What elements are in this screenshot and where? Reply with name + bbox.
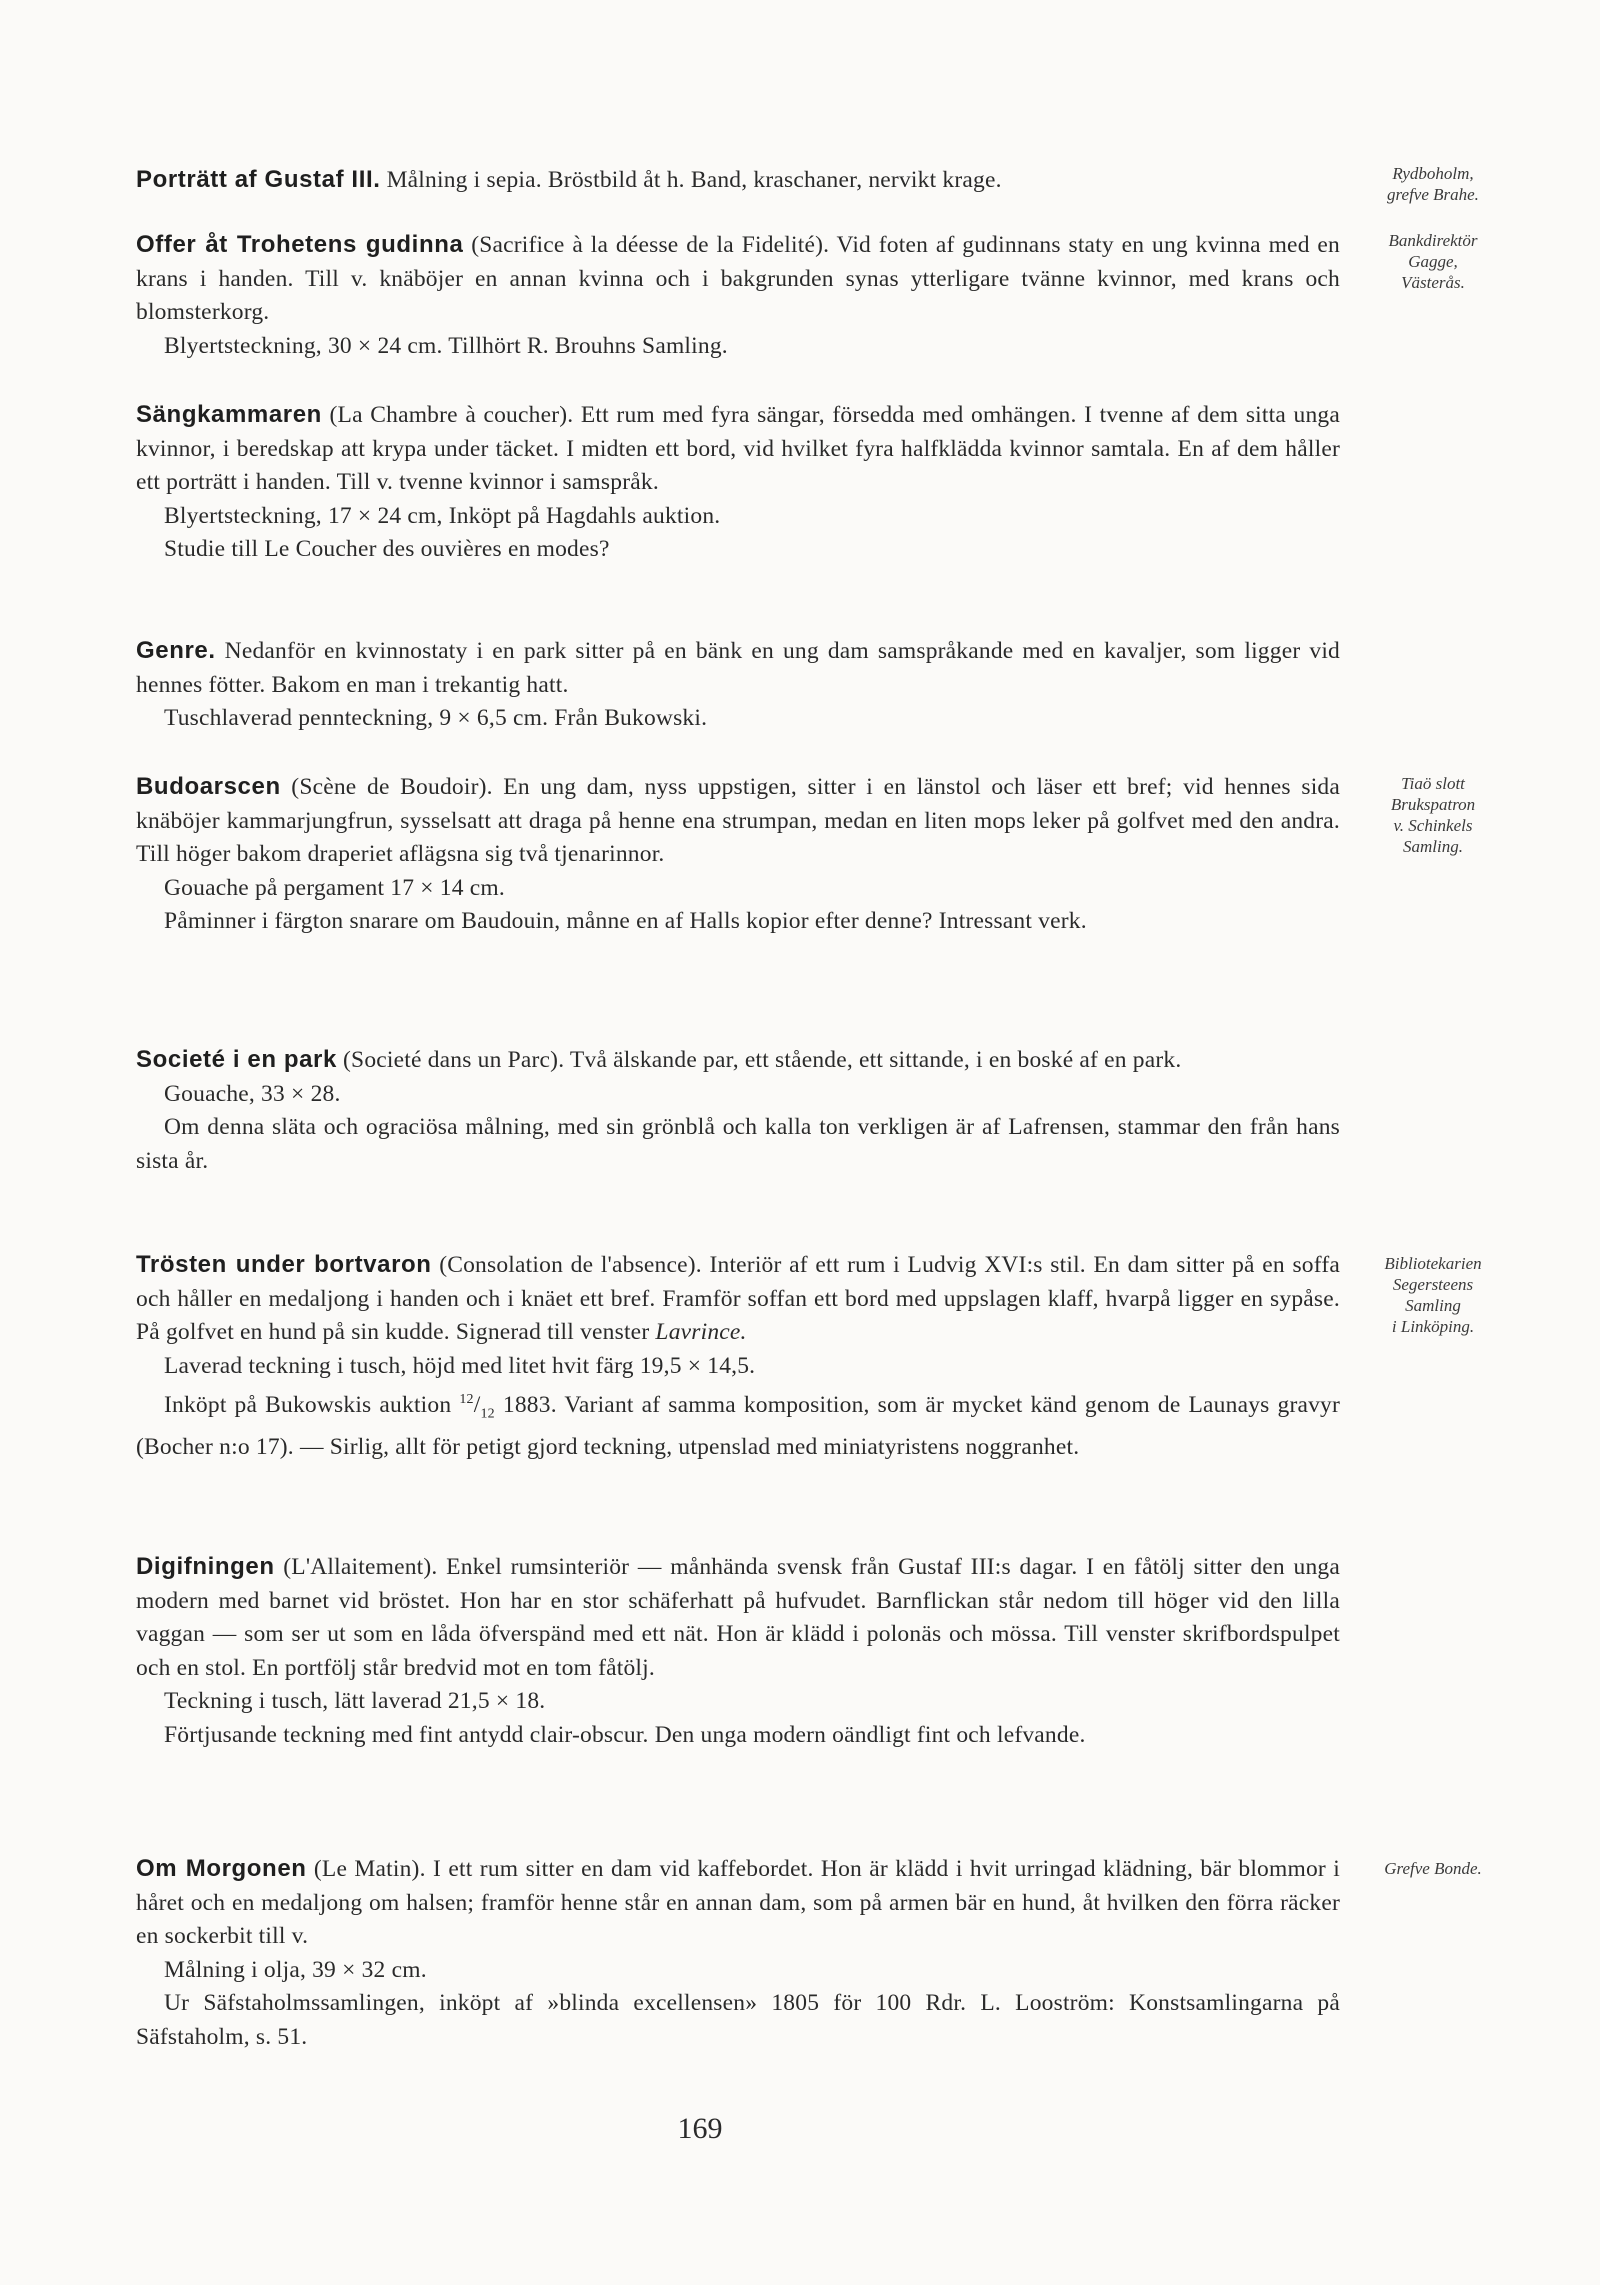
entry-digifningen (136, 1550, 1340, 1752)
entry-text: (L'Allaitement). Enkel rumsinteriör — månhända svensk från Gustaf III:s dagar. I en fåtölj sitter den unga modern med barnet vid bröstet. Hon har en stor schäferhatt på hufvudet. Barnflickan står nedom till höger vid den lilla vaggan — som ser ut som en låda öfverspänd med ett nät. Hon är klädd i polonäs och mössa. Till venster skrifbordspulpet och en stol. En portfölj står bredvid mot en tom fåtölj. (136, 1554, 1341, 1681)
margin-note: Tiaö slott Brukspatron v. Schinkels Samling. (1390, 774, 1476, 856)
entry-om-morgonen (136, 1852, 1340, 2054)
margin-note: Bankdirektör Gagge, Västerås. (1388, 231, 1478, 292)
entry-text: Variant af samma komposition, som är mycket känd genom de Launays gravyr (Bocher n:o 17). — Sirlig, allt för petigt gjord teckning, utpenslad med miniatyristens noggranhet. (136, 1391, 1341, 1461)
date-year: 1883. (502, 1391, 557, 1418)
entry-text: Förtjusande teckning med fint antydd clair-obscur. Den unga modern oändligt fint och lefvande. (164, 1721, 1086, 1748)
margin-note: Bibliotekarien Segersteens Samling i Linköping. (1384, 1254, 1482, 1336)
entry-text: Studie till Le Coucher des ouvières en modes? (164, 536, 610, 562)
margin-note: Grefve Bonde. (1384, 1859, 1482, 1878)
entry-trosten: Trösten under bortvaron (Consolation de l'absence). Interiör af ett rum i Ludvig XVI:s stil. En dam sitter på en soffa och håller en medaljong i handen och i knäet ett bref. Framför soffan ett bord med uppslagen klaff, hvarpå ligger en sypåse. På golfvet en hund på sin kudde. Signerad till venster Lavrince. Laverad teckning i tusch, höjd med litet hvit färg 19,5 × 14,5. Inköpt på Bukowskis auktion $^{12}/_{12}$ 1883. Variant af samma komposition, som är mycket känd genom de Launays gravyr (Bocher n:o 17). — Sirlig, allt för petigt gjord teckning, utpenslad med miniatyristens noggranhet. (136, 1251, 1341, 1461)
entry-title: Sängkammaren (136, 401, 322, 428)
entry-text: (Scène de Boudoir). En ung dam, nyss uppstigen, sitter i en länstol och läser ett bref; vid hennes sida knäböjer kammarjungfrun, sysselsatt att draga på henne ena strumpan, medan en liten mops leker på golfvet med den andra. Till höger bakom draperiet aflägsna sig två tjenarinnor. (136, 774, 1341, 867)
entry-text: Gouache på pergament 17 × 14 cm. (164, 874, 505, 901)
entry-text: Inköpt på Bukowskis auktion (164, 1391, 452, 1418)
entry-title: Om Morgonen (136, 1855, 307, 1882)
entry-title: Offer åt Trohetens gudinna (136, 231, 464, 258)
entry-text: Om denna släta och ograciösa målning, med sin grönblå och kalla ton verkligen är af Lafrensen, stammar den från hans sista år. (136, 1114, 1340, 1174)
entry-title: Trösten under bortvaron (136, 1251, 432, 1278)
entry-text: Målning i olja, 39 × 32 cm. (164, 1956, 427, 1983)
entry-offer (136, 228, 1340, 363)
entry-societe (136, 1043, 1340, 1178)
entry-title: Budoarscen (136, 773, 281, 800)
entry-text: Teckning i tusch, lätt laverad 21,5 × 18. (164, 1688, 546, 1714)
entry-text: (Sacrifice à la déesse de la Fidelité). Vid foten af gudinnans staty en ung kvinna med en krans i handen. Till v. knäböjer en annan kvinna och i bakgrunden synas ytterligare tvänne kvinnor, med krans och blomsterkorg. (136, 232, 1341, 325)
date-day: 12 (459, 1392, 474, 1407)
signature: Lavrince. (655, 1319, 747, 1345)
entry-text: Blyertsteckning, 30 × 24 cm. Tillhört R. Brouhns Samling. (164, 332, 728, 359)
entry-text: Ur Säfstaholmssamlingen, inköpt af »blinda excellensen» 1805 för 100 Rdr. L. Looström: Konstsamlingarna på Säfstaholm, s. 51. (136, 1990, 1340, 2050)
entry-portratt (136, 163, 1340, 198)
entry-title: Societé i en park (136, 1046, 337, 1073)
page-number: 169 (677, 2112, 723, 2145)
entry-text: Tuschlaverad pennteckning, 9 × 6,5 cm. Från Bukowski. (164, 705, 708, 731)
entry-text: (Le Matin). I ett rum sitter en dam vid kaffebordet. Hon är klädd i hvit urringad klädning, bär blommor i håret och en medaljong om halsen; framför henne står en annan dam, som på armen bär en hund, åt hvilken den förra räcker en sockerbit till v. (136, 1856, 1340, 1949)
entry-text: (Consolation de l'absence). Interiör af ett rum i Ludvig XVI:s stil. En dam sitter på en soffa och håller en medaljong i handen och i knäet ett bref. Framför soffan ett bord med uppslagen klaff, hvarpå ligger en sypåse. På golfvet en hund på sin kudde. Signerad till venster (136, 1252, 1341, 1345)
entry-genre (136, 634, 1340, 736)
entry-text: Nedanför en kvinnostaty i en park sitter på en bänk en ung dam samspråkande med en kavaljer, som ligger vid hennes fötter. Bakom en man i trekantig hatt. (136, 638, 1341, 698)
entry-text: Målning i sepia. Bröstbild åt h. Band, kraschaner, nervikt krage. (386, 167, 1002, 193)
entry-title: Digifningen (136, 1553, 275, 1580)
entry-title: Genre. (136, 637, 216, 664)
entry-title: Porträtt af Gustaf III. (136, 166, 381, 193)
entry-budoarscen (136, 770, 1340, 939)
entry-text: Laverad teckning i tusch, höjd med litet hvit färg 19,5 × 14,5. (164, 1352, 756, 1379)
entry-text: (La Chambre à coucher). Ett rum med fyra sängar, försedda med omhängen. I tvenne af dem sitta unga kvinnor, i beredskap att krypa under täcket. I midten ett bord, vid hvilket fyra halfklädda kvinnor samtala. En af dem håller ett porträtt i handen. Till v. tvenne kvinnor i samspråk. (136, 402, 1340, 495)
entry-text: (Societé dans un Parc). Två älskande par, ett stående, ett sittande, i en boské af en park. (343, 1047, 1182, 1073)
entry-text: Påminner i färgton snarare om Baudouin, månne en af Halls kopior efter denne? Intressant verk. (164, 908, 1087, 934)
date-month: 12 (480, 1406, 495, 1422)
margin-note: Rydboholm, grefve Brahe. (1387, 164, 1479, 204)
entry-sangkammaren (136, 398, 1340, 567)
entry-text: Blyertsteckning, 17 × 24 cm, Inköpt på Hagdahls auktion. (164, 502, 721, 529)
entry-text: Gouache, 33 × 28. (164, 1080, 341, 1107)
